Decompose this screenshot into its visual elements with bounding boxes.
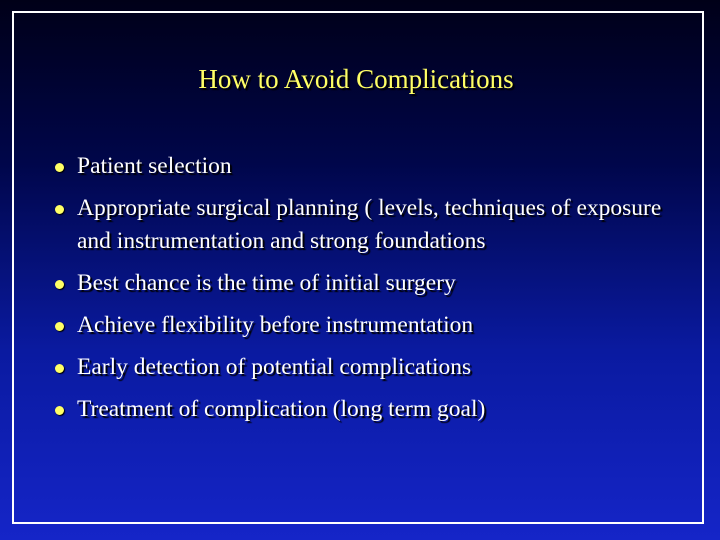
bullet-item-initial-surgery [52,267,692,300]
bullet-dot-icon [55,322,64,331]
bullet-text: Patient selection [77,153,232,179]
bullet-item-patient-selection [52,150,692,183]
bullet-list [52,150,692,426]
bullet-item-flexibility [52,309,692,342]
bullet-text: Treatment of complication (long term goal) [77,396,486,422]
bullet-item-surgical-planning [52,192,692,258]
bullet-dot-icon [55,205,64,214]
bullet-dot-icon [55,163,64,172]
bullet-dot-icon [55,280,64,289]
bullet-item-treatment [52,393,692,426]
slide-title: How to Avoid Complications [198,64,514,94]
bullet-dot-icon [55,406,64,415]
bullet-item-early-detection [52,351,692,384]
bullet-text: Early detection of potential complications [77,354,472,380]
bullet-text: Best chance is the time of initial surgery [77,270,456,296]
bullet-dot-icon [55,364,64,373]
bullet-text: Achieve flexibility before instrumentation [77,312,474,338]
bullet-text: Appropriate surgical planning ( levels, techniques of exposure and instrumentation and strong foundations [77,195,662,254]
